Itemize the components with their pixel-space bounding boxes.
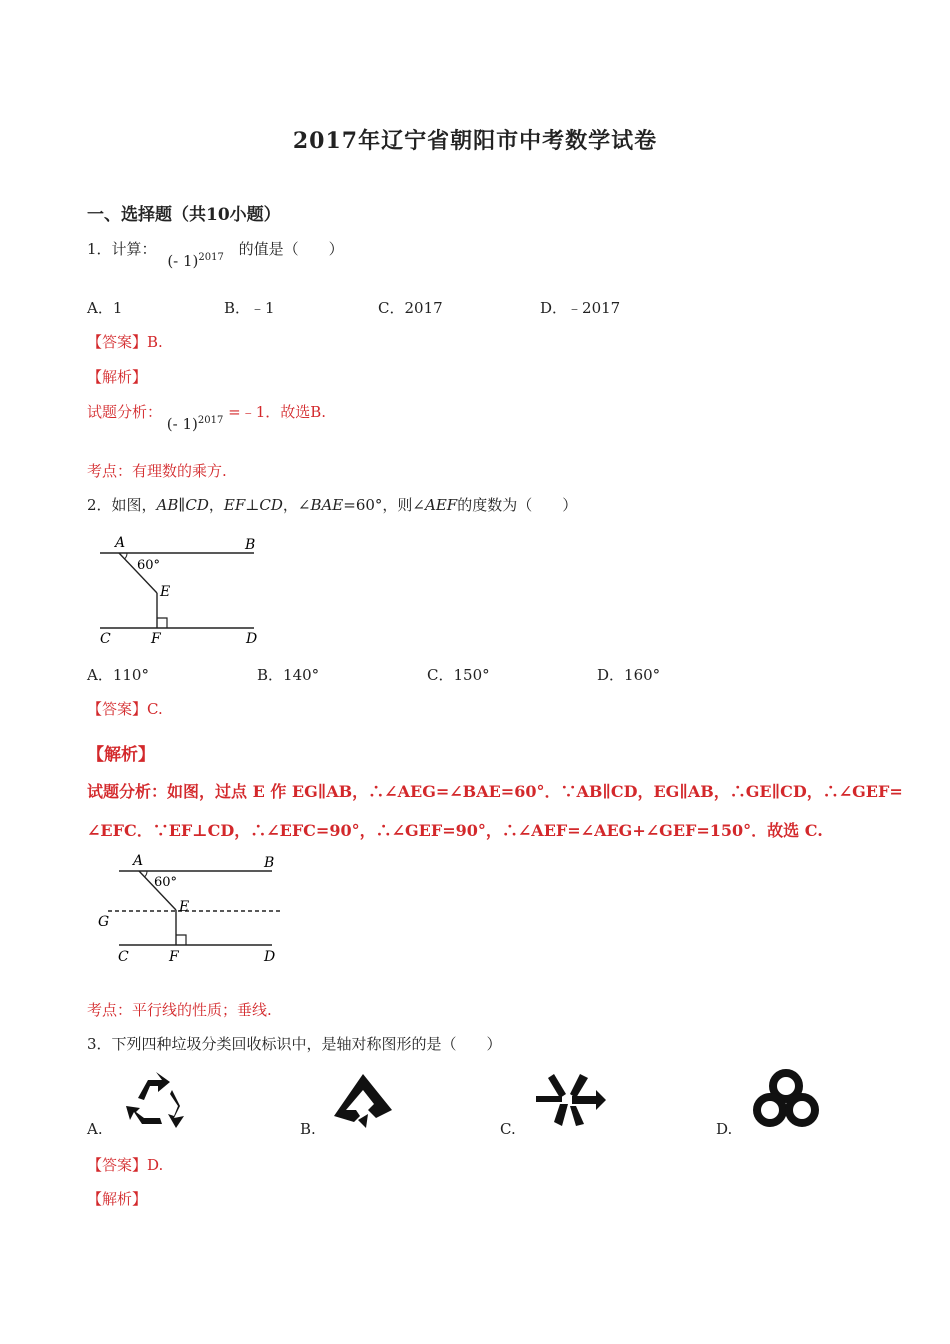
q2-ef: EF (223, 496, 246, 514)
label-g: G (98, 914, 110, 930)
q1-analysis-base: (- 1) (166, 415, 198, 433)
q1-option-d: D．﹣2017 (540, 299, 621, 317)
three-rings-icon (748, 1068, 824, 1130)
q2-figure (94, 530, 274, 650)
q2-option-a: A．110° (87, 666, 149, 684)
q1-expression (167, 252, 224, 270)
q3-stem: 3．下列四种垃圾分类回收标识中，是轴对称图形的是（ ） (87, 1035, 502, 1053)
q2-option-c: C．150° (427, 666, 490, 684)
q1-expression-base: (- 1) (167, 252, 199, 270)
q2-point: 考点：平行线的性质；垂线. (87, 1001, 272, 1019)
q1-option-a: A．1 (87, 299, 123, 317)
q2-jiexi: 【解析】 (87, 745, 155, 765)
q3-jiexi: 【解析】 (87, 1190, 148, 1208)
q1-stem-suffix: 的值是（ ） (238, 240, 344, 258)
q1-stem-prefix: 1．计算： (87, 240, 157, 258)
label-f-2: F (169, 949, 179, 965)
label-d-2: D (264, 949, 276, 965)
q1-expression-exp: 2017 (198, 252, 224, 263)
label-e-2: E (179, 899, 190, 915)
q1-analysis-expression (167, 415, 224, 433)
q3-option-a: A. (87, 1120, 103, 1138)
q3-option-d: D. (716, 1120, 733, 1138)
label-c: C (100, 631, 111, 647)
q3-option-c: C. (500, 1120, 516, 1138)
label-angle: 60° (137, 558, 161, 573)
q2-cd2: CD (259, 496, 283, 514)
q2-stem (87, 494, 577, 515)
label-a: A (115, 535, 126, 551)
triangle-loop-icon (330, 1070, 396, 1130)
q3-option-b: B. (300, 1120, 316, 1138)
q1-answer: 【答案】B. (87, 333, 163, 351)
label-c-2: C (118, 949, 129, 965)
angle-arc-2 (145, 871, 148, 877)
label-b-2: B (264, 855, 275, 871)
recycle-symbol-icon (118, 1068, 190, 1130)
q2-answer: 【答案】C. (87, 700, 163, 718)
q2-ab: AB (156, 496, 179, 514)
q2-analysis-line1: 试题分析：如图，过点 E 作 EG∥AB，∴∠AEG=∠BAE=60°．∵AB∥CD，EG∥AB，∴GE∥CD，∴∠GEF= (87, 782, 903, 801)
label-angle-2: 60° (154, 875, 178, 890)
q3-answer: 【答案】D. (87, 1156, 164, 1174)
label-b: B (245, 537, 256, 553)
label-e: E (160, 584, 171, 600)
label-d: D (246, 631, 258, 647)
q1-analysis-exp: 2017 (197, 415, 224, 426)
arrows-cross-icon (532, 1072, 608, 1128)
q1-analysis-result: =﹣1．故选B. (228, 403, 327, 421)
q2-aef: AEF (424, 496, 458, 514)
q2-stem-prefix: 2．如图， (87, 496, 157, 514)
q2-perp-sign: ⊥ (245, 496, 260, 514)
q2-option-d: D．160° (597, 666, 661, 684)
label-a-2: A (133, 853, 144, 869)
q1-option-c: C．2017 (378, 299, 443, 317)
right-angle-mark (157, 618, 167, 628)
q2-sep1: ， (208, 496, 224, 514)
q1-jiexi: 【解析】 (87, 368, 148, 386)
q2-option-b: B．140° (257, 666, 320, 684)
right-angle-mark-2 (176, 935, 186, 945)
q1-option-b: B．﹣1 (224, 299, 275, 317)
q1-point: 考点：有理数的乘方. (87, 462, 227, 480)
q1-stem (87, 238, 344, 270)
q2-value: =60°，则∠ (343, 496, 425, 514)
q2-stem-tail: 的度数为（ ） (457, 496, 578, 514)
q2-analysis-line2: ∠EFC．∵EF⊥CD，∴∠EFC=90°，∴∠GEF=90°，∴∠AEF=∠AEG+∠GEF=150°．故选 C. (87, 821, 823, 840)
q1-analysis (87, 401, 327, 433)
q2-sep2: ，∠ (282, 496, 311, 514)
q2-solution-figure (94, 848, 294, 968)
angle-arc (125, 553, 128, 559)
q2-cd: CD (185, 496, 209, 514)
label-f: F (151, 631, 161, 647)
section-heading: 一、选择题（共10小题） (87, 205, 281, 225)
q2-bae: BAE (310, 496, 344, 514)
q2-parallel-sign: ∥ (178, 496, 186, 514)
q1-analysis-label: 试题分析： (87, 403, 163, 421)
page-title: 2017年辽宁省朝阳市中考数学试卷 (292, 128, 658, 154)
